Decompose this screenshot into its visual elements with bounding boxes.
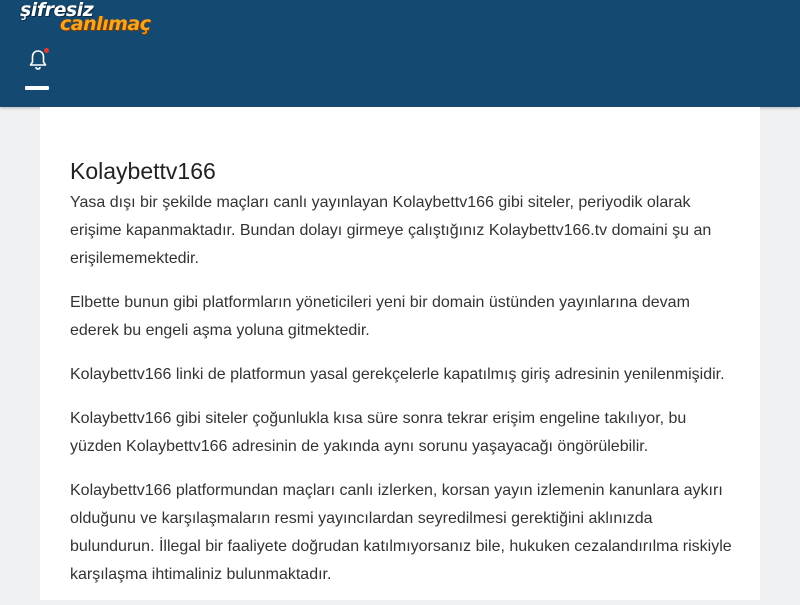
site-logo[interactable] (20, 0, 170, 40)
bell-icon[interactable] (26, 48, 50, 72)
site-header (0, 0, 800, 107)
article-card (40, 107, 760, 600)
page-title: Kolaybettv166 (70, 158, 216, 184)
article-content (70, 189, 738, 605)
menu-icon[interactable] (25, 86, 49, 90)
notification-dot (44, 48, 49, 53)
article-paragraph: Elbette bunun gibi platformların yöneticileri yeni bir domain üstünden yayınlarına devam ederek bu engeli aşma yoluna gitmektedir. (70, 294, 690, 339)
article-paragraph: Kolaybettv166 linki de platformun yasal gerekçelerle kapatılmış giriş adresinin yenilenmişidir. (70, 366, 725, 383)
logo-text-top: şifresiz (20, 0, 94, 21)
article-paragraph: Kolaybettv166 platformundan maçları canlı izlerken, korsan yayın izlemenin kanunlara aykırı olduğunu ve karşılaşmaların resmi yayıncılardan seyredilmesi gerektiğini aklınızda bulundurun. İllegal bir faaliyete doğrudan katılmıyorsanız bile, hukuken cezalandırılma riskiyle karşılaşma ihtimaliniz bulunmaktadır. (70, 482, 732, 583)
article-paragraph: Kolaybettv166 gibi siteler çoğunlukla kısa süre sonra tekrar erişim engeline takılıyor, bu yüzden Kolaybettv166 adresinin de yakında aynı sorunu yaşayacağı öngörülebilir. (70, 410, 687, 455)
logo-text-bottom: canlımaç (60, 13, 151, 35)
article-paragraph: Yasa dışı bir şekilde maçları canlı yayınlayan Kolaybettv166 gibi siteler, periyodik olarak erişime kapanmaktadır. Bundan dolayı girmeye çalıştığınız Kolaybettv166.tv domaini şu an erişilememektedir. (70, 194, 712, 267)
